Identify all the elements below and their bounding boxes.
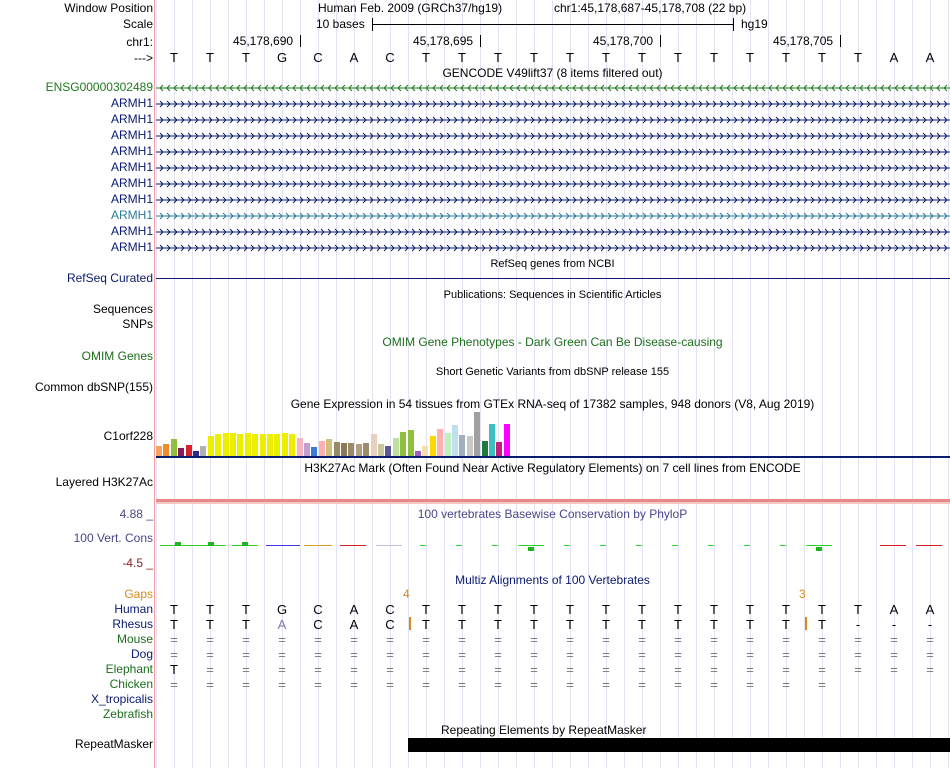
base-letter: T (854, 50, 862, 65)
conservation-mark (340, 545, 366, 546)
alignment-cell: = (638, 632, 646, 647)
gtex-tissue-bar[interactable] (459, 435, 465, 456)
gtex-tissue-bar[interactable] (467, 436, 473, 456)
gtex-tissue-bar[interactable] (371, 434, 377, 456)
alignment-cell: = (386, 632, 394, 647)
gencode-transcript-label[interactable]: ARMH1 (110, 176, 153, 190)
gencode-transcript-line[interactable] (156, 211, 950, 221)
alignment-cell: = (926, 632, 934, 647)
alignment-cell: = (494, 677, 502, 692)
alignment-cell: = (206, 662, 214, 677)
refseq-label[interactable]: RefSeq Curated (66, 271, 153, 285)
gtex-tissue-bar[interactable] (200, 446, 206, 456)
rhesus-base: T (710, 617, 718, 632)
alignment-cell: = (566, 632, 574, 647)
base-letter: A (349, 50, 359, 65)
base-letter: T (494, 50, 502, 65)
species-label[interactable]: Chicken (109, 677, 153, 691)
gtex-tissue-bar[interactable] (400, 432, 406, 456)
omim-title[interactable]: OMIM Gene Phenotypes - Dark Green Can Be Disease-causing (382, 335, 723, 349)
alignment-cell: = (854, 647, 862, 662)
alignment-cell: = (170, 677, 178, 692)
alignment-cell: = (602, 647, 610, 662)
alignment-cell: = (674, 647, 682, 662)
base-letter: T (818, 50, 826, 65)
refseq-line (156, 278, 950, 279)
rhesus-base: C (385, 617, 395, 632)
alignment-cell: = (710, 647, 718, 662)
gencode-transcript-label[interactable]: ARMH1 (110, 160, 153, 174)
conservation-mark (806, 545, 832, 546)
alignment-cell: = (854, 632, 862, 647)
alignment-cell: = (422, 662, 430, 677)
rhesus-base: T (638, 617, 646, 632)
alignment-cell: = (314, 632, 322, 647)
alignment-cell: = (386, 662, 394, 677)
gencode-title[interactable]: GENCODE V49lift37 (8 items filtered out) (442, 66, 663, 80)
rhesus-base: A (349, 617, 359, 632)
gencode-transcript-label[interactable]: ENSG00000302489 (45, 80, 153, 94)
base-letter: T (710, 50, 718, 65)
alignment-cell: = (242, 647, 250, 662)
gtex-tissue-bar[interactable] (393, 438, 399, 456)
gtex-tissue-bar[interactable] (489, 424, 495, 456)
rhesus-base: T (242, 617, 250, 632)
species-label[interactable]: X_tropicalis (90, 692, 153, 706)
alignment-cell: = (170, 632, 178, 647)
base-letter: C (385, 50, 395, 65)
gtex-tissue-bar[interactable] (289, 434, 295, 456)
alignment-cell: = (386, 677, 394, 692)
conservation-mark (518, 545, 544, 546)
conservation-mark (916, 545, 942, 546)
base-letter: T (782, 50, 790, 65)
alignment-cell: = (818, 632, 826, 647)
alignment-cell: = (206, 647, 214, 662)
alignment-cell: = (458, 677, 466, 692)
alignment-cell: = (782, 647, 790, 662)
gtex-tissue-bar[interactable] (334, 442, 340, 456)
alignment-cell: = (278, 677, 286, 692)
alignment-cell: = (782, 632, 790, 647)
alignment-cell: = (530, 677, 538, 692)
base-letter: T (602, 50, 610, 65)
assembly-short: hg19 (741, 17, 768, 31)
alignment-cell: = (314, 662, 322, 677)
gencode-transcript-label[interactable]: ARMH1 (110, 192, 153, 206)
dbsnp-label[interactable]: Common dbSNP(155) (34, 380, 153, 394)
insertion-marker (409, 617, 411, 630)
gtex-tissue-bar[interactable] (422, 446, 428, 456)
human-base: A (889, 602, 899, 617)
human-base: T (818, 602, 826, 617)
rhesus-base: T (674, 617, 682, 632)
gtex-tissue-bar[interactable] (237, 434, 243, 456)
alignment-cell: = (494, 662, 502, 677)
publications-label[interactable]: Sequences (92, 302, 153, 316)
h3k27ac-signal-shade (156, 502, 950, 504)
alignment-cell: = (350, 647, 358, 662)
tick-mark-1 (300, 35, 301, 47)
human-base: T (422, 602, 430, 617)
gtex-tissue-bar[interactable] (363, 443, 369, 456)
gtex-tissue-bar[interactable] (282, 433, 288, 456)
alignment-cell: = (602, 662, 610, 677)
gtex-tissue-bar[interactable] (163, 444, 169, 456)
gtex-tissue-bar[interactable] (378, 444, 384, 456)
alignment-cell: = (566, 677, 574, 692)
base-letter: T (674, 50, 682, 65)
gtex-tissue-bar[interactable] (319, 441, 325, 456)
rhesus-base: T (782, 617, 790, 632)
gencode-transcript-line[interactable] (156, 163, 950, 173)
scale-bar (372, 18, 734, 31)
alignment-cell: = (314, 677, 322, 692)
conservation-score-box (175, 542, 181, 546)
gtex-tissue-bar[interactable] (223, 433, 229, 456)
alignment-cell: = (602, 632, 610, 647)
human-base: T (602, 602, 610, 617)
alignment-cell: = (206, 632, 214, 647)
conservation-score-box (528, 547, 534, 551)
conservation-mark (376, 545, 402, 546)
gtex-tissue-bar[interactable] (260, 434, 266, 456)
conservation-score-box (242, 542, 248, 546)
conservation-score-box (816, 547, 822, 551)
rhesus-base: T (566, 617, 574, 632)
gtex-tissue-bar[interactable] (215, 434, 221, 456)
gencode-transcript-line[interactable] (156, 115, 950, 125)
alignment-cell: = (710, 662, 718, 677)
gencode-transcript-line[interactable] (156, 195, 950, 205)
human-base: T (458, 602, 466, 617)
alignment-cell: = (278, 632, 286, 647)
alignment-cell: = (242, 632, 250, 647)
refseq-title[interactable]: RefSeq genes from NCBI (490, 258, 615, 270)
human-base: T (710, 602, 718, 617)
dbsnp-title[interactable]: Short Genetic Variants from dbSNP release 155 (435, 366, 670, 378)
alignment-cell: = (926, 662, 934, 677)
alignment-cell: = (746, 677, 754, 692)
gtex-tissue-bar[interactable] (482, 441, 488, 456)
human-base: C (385, 602, 395, 617)
conservation-mark (672, 545, 678, 546)
alignment-cell: = (890, 632, 898, 647)
rhesus-base: A (277, 617, 287, 632)
alignment-cell: = (782, 662, 790, 677)
conservation-mark (744, 545, 750, 546)
conservation-mark (564, 545, 570, 546)
alignment-cell: = (746, 647, 754, 662)
alignment-cell: = (242, 662, 250, 677)
gtex-title[interactable]: Gene Expression in 54 tissues from GTEx RNA-seq of 17382 samples, 948 donors (V8, Aug 2019) (290, 397, 815, 411)
snps-label[interactable]: SNPs (122, 317, 153, 331)
alignment-cell: = (422, 632, 430, 647)
alignment-cell: = (890, 662, 898, 677)
human-base: A (349, 602, 359, 617)
label-separator (154, 0, 155, 768)
human-base: T (674, 602, 682, 617)
gtex-tissue-bar[interactable] (348, 443, 354, 456)
gap-marker-1: 4 (403, 587, 410, 601)
human-base: T (206, 602, 214, 617)
human-base: T (494, 602, 502, 617)
species-label[interactable]: Human (114, 602, 153, 616)
alignment-cell: = (494, 632, 502, 647)
rhesus-base: - (927, 617, 933, 632)
species-label[interactable]: Mouse (116, 632, 153, 646)
alignment-cell: = (350, 662, 358, 677)
alignment-cell: = (530, 647, 538, 662)
alignment-cell: = (710, 632, 718, 647)
gencode-transcript-line[interactable] (156, 243, 950, 253)
alignment-cell: = (746, 662, 754, 677)
scale-label: Scale (122, 17, 153, 31)
gencode-transcript-label[interactable]: ARMH1 (110, 112, 153, 126)
gtex-tissue-bar[interactable] (245, 433, 251, 456)
conservation-mark (304, 545, 332, 546)
alignment-cell: = (926, 647, 934, 662)
gencode-transcript-line[interactable] (156, 131, 950, 141)
alignment-cell: = (350, 677, 358, 692)
gtex-tissue-bar[interactable] (504, 424, 510, 456)
alignment-cell: = (458, 647, 466, 662)
conservation-mark (600, 545, 606, 546)
base-letter: A (889, 50, 899, 65)
alignment-cell: = (242, 677, 250, 692)
alignment-cell: = (350, 632, 358, 647)
rhesus-base: T (206, 617, 214, 632)
alignment-cell: = (206, 677, 214, 692)
alignment-cell: = (458, 632, 466, 647)
tick-label-3: 45,178,700 (593, 34, 654, 48)
alignment-cell: = (458, 662, 466, 677)
alignment-cell: = (818, 677, 826, 692)
gaps-label: Gaps (124, 587, 153, 601)
base-letter: A (925, 50, 935, 65)
rhesus-base: C (313, 617, 323, 632)
strand-label: ---> (134, 51, 153, 65)
window-position-label: Window Position (64, 1, 153, 15)
species-label[interactable]: Rhesus (112, 617, 153, 631)
alignment-cell: = (530, 662, 538, 677)
gtex-tissue-bar[interactable] (267, 434, 273, 456)
human-base: T (746, 602, 754, 617)
tick-mark-3 (660, 35, 661, 47)
rhesus-base: T (602, 617, 610, 632)
alignment-cell: = (638, 662, 646, 677)
gtex-tissue-bar[interactable] (208, 436, 214, 456)
alignment-cell: = (818, 662, 826, 677)
base-letter: T (458, 50, 466, 65)
alignment-cell: = (566, 647, 574, 662)
tick-mark-4 (840, 35, 841, 47)
rhesus-base: - (891, 617, 897, 632)
gtex-tissue-bar[interactable] (408, 430, 414, 456)
alignment-cell: = (854, 662, 862, 677)
gtex-tissue-bar[interactable] (452, 425, 458, 456)
conservation-min: -4.5 _ (122, 556, 153, 570)
alignment-cell: = (746, 632, 754, 647)
publications-title[interactable]: Publications: Sequences in Scientific Articles (443, 289, 662, 301)
rhesus-base: T (170, 617, 178, 632)
gencode-transcript-label[interactable]: ARMH1 (110, 224, 153, 238)
conservation-mark (780, 545, 786, 546)
gtex-expression-chart[interactable] (156, 410, 950, 456)
gtex-tissue-bar[interactable] (356, 444, 362, 456)
tick-label-4: 45,178,705 (773, 34, 834, 48)
gencode-transcript-label[interactable]: ARMH1 (110, 96, 153, 110)
tick-mark-2 (480, 35, 481, 47)
gencode-transcript-label[interactable]: ARMH1 (110, 144, 153, 158)
human-base: T (638, 602, 646, 617)
repeatmasker-element[interactable] (408, 738, 950, 752)
species-label[interactable]: Dog (130, 647, 153, 661)
base-letter: T (566, 50, 574, 65)
alignment-cell: = (566, 662, 574, 677)
gtex-label[interactable]: C1orf228 (103, 429, 153, 443)
alignment-cell: = (890, 647, 898, 662)
alignment-cell: = (674, 662, 682, 677)
alignment-cell: = (602, 677, 610, 692)
alignment-cell: = (386, 647, 394, 662)
gtex-tissue-bar[interactable] (326, 439, 332, 456)
base-letter: T (170, 50, 178, 65)
rhesus-base: T (458, 617, 466, 632)
tick-label-2: 45,178,695 (413, 34, 474, 48)
rhesus-base: - (855, 617, 861, 632)
conservation-title[interactable]: 100 vertebrates Basewise Conservation by PhyloP (417, 507, 688, 521)
gtex-tissue-bar[interactable] (311, 447, 317, 456)
human-base: A (925, 602, 935, 617)
conservation-mark (492, 545, 498, 546)
alignment-cell: = (638, 677, 646, 692)
gtex-tissue-bar[interactable] (252, 434, 258, 456)
assembly-text: Human Feb. 2009 (GRCh37/hg19) (318, 1, 503, 15)
conservation-mark (266, 545, 300, 546)
alignment-cell: = (170, 647, 178, 662)
human-base: C (313, 602, 323, 617)
human-base: T (566, 602, 574, 617)
alignment-cell: T (170, 662, 178, 677)
gtex-tissue-bar[interactable] (474, 412, 480, 456)
conservation-label[interactable]: 100 Vert. Cons (73, 531, 153, 545)
gap-marker-2: 3 (799, 587, 806, 601)
h3k27ac-label[interactable]: Layered H3K27Ac (55, 475, 153, 489)
tick-label-1: 45,178,690 (233, 34, 294, 48)
rhesus-base: T (746, 617, 754, 632)
gtex-tissue-bar[interactable] (496, 442, 502, 456)
alignment-cell: = (422, 677, 430, 692)
omim-label[interactable]: OMIM Genes (81, 349, 153, 363)
human-base: G (276, 602, 288, 617)
human-base: T (242, 602, 250, 617)
base-letter: C (313, 50, 323, 65)
gtex-tissue-bar[interactable] (385, 446, 391, 456)
rhesus-base: T (530, 617, 538, 632)
gencode-transcript-label[interactable]: ARMH1 (110, 128, 153, 142)
alignment-cell: = (422, 647, 430, 662)
gtex-tissue-bar[interactable] (156, 446, 162, 456)
alignment-cell: = (818, 647, 826, 662)
gencode-transcript-label[interactable]: ARMH1 (110, 240, 153, 254)
gtex-baseline (156, 456, 950, 458)
conservation-mark (708, 545, 714, 546)
alignment-cell: = (530, 632, 538, 647)
base-letter: T (422, 50, 430, 65)
alignment-cell: = (278, 662, 286, 677)
gencode-transcript-line[interactable] (156, 179, 950, 189)
species-label[interactable]: Elephant (105, 662, 153, 676)
gencode-transcript-line[interactable] (156, 99, 950, 109)
gtex-tissue-bar[interactable] (186, 445, 192, 456)
repeatmasker-title[interactable]: Repeating Elements by RepeatMasker (441, 723, 647, 737)
gtex-tissue-bar[interactable] (274, 434, 280, 456)
gtex-tissue-bar[interactable] (341, 443, 347, 456)
gtex-tissue-bar[interactable] (297, 438, 303, 456)
conservation-score-box (208, 542, 214, 546)
human-base: T (854, 602, 862, 617)
gencode-transcript-line[interactable] (156, 147, 950, 157)
base-letter: G (276, 50, 288, 65)
alignment-cell: = (314, 647, 322, 662)
alignment-cell: = (674, 632, 682, 647)
human-base: T (170, 602, 178, 617)
chrom-label: chr1: (126, 35, 153, 49)
base-letter: T (638, 50, 646, 65)
base-letter: T (530, 50, 538, 65)
human-base: T (530, 602, 538, 617)
h3k27ac-title[interactable]: H3K27Ac Mark (Often Found Near Active Regulatory Elements) on 7 cell lines from ENCODE (304, 461, 801, 475)
gtex-tissue-bar[interactable] (437, 429, 443, 456)
alignment-cell: = (782, 677, 790, 692)
conservation-mark (636, 545, 642, 546)
alignment-cell: = (674, 677, 682, 692)
rhesus-base: T (494, 617, 502, 632)
gtex-tissue-bar[interactable] (178, 448, 184, 456)
species-label[interactable]: Zebrafish (102, 707, 153, 721)
alignment-cell: = (278, 647, 286, 662)
conservation-mark (420, 545, 426, 546)
human-base: T (782, 602, 790, 617)
conservation-mark (880, 545, 906, 546)
conservation-mark (456, 545, 462, 546)
gencode-transcript-line[interactable] (156, 227, 950, 237)
gencode-transcript-line[interactable] (156, 83, 950, 93)
gtex-tissue-bar[interactable] (171, 439, 177, 456)
gtex-tissue-bar[interactable] (430, 436, 436, 456)
base-letter: T (242, 50, 250, 65)
gtex-tissue-bar[interactable] (445, 433, 451, 456)
multiz-title[interactable]: Multiz Alignments of 100 Vertebrates (455, 573, 650, 587)
gencode-transcript-label[interactable]: ARMH1 (110, 208, 153, 222)
rhesus-base: T (422, 617, 430, 632)
coords-text[interactable]: chr1:45,178,687-45,178,708 (22 bp) (554, 1, 747, 15)
alignment-cell: = (710, 677, 718, 692)
base-letter: T (746, 50, 754, 65)
gtex-tissue-bar[interactable] (230, 433, 236, 456)
rhesus-base: T (818, 617, 826, 632)
alignment-cell: = (494, 647, 502, 662)
conservation-max: 4.88 _ (119, 507, 153, 521)
repeatmasker-label[interactable]: RepeatMasker (74, 737, 153, 751)
gtex-tissue-bar[interactable] (304, 443, 310, 456)
scale-text: 10 bases (316, 17, 365, 31)
insertion-marker (805, 617, 807, 630)
base-letter: T (206, 50, 214, 65)
alignment-cell: = (638, 647, 646, 662)
